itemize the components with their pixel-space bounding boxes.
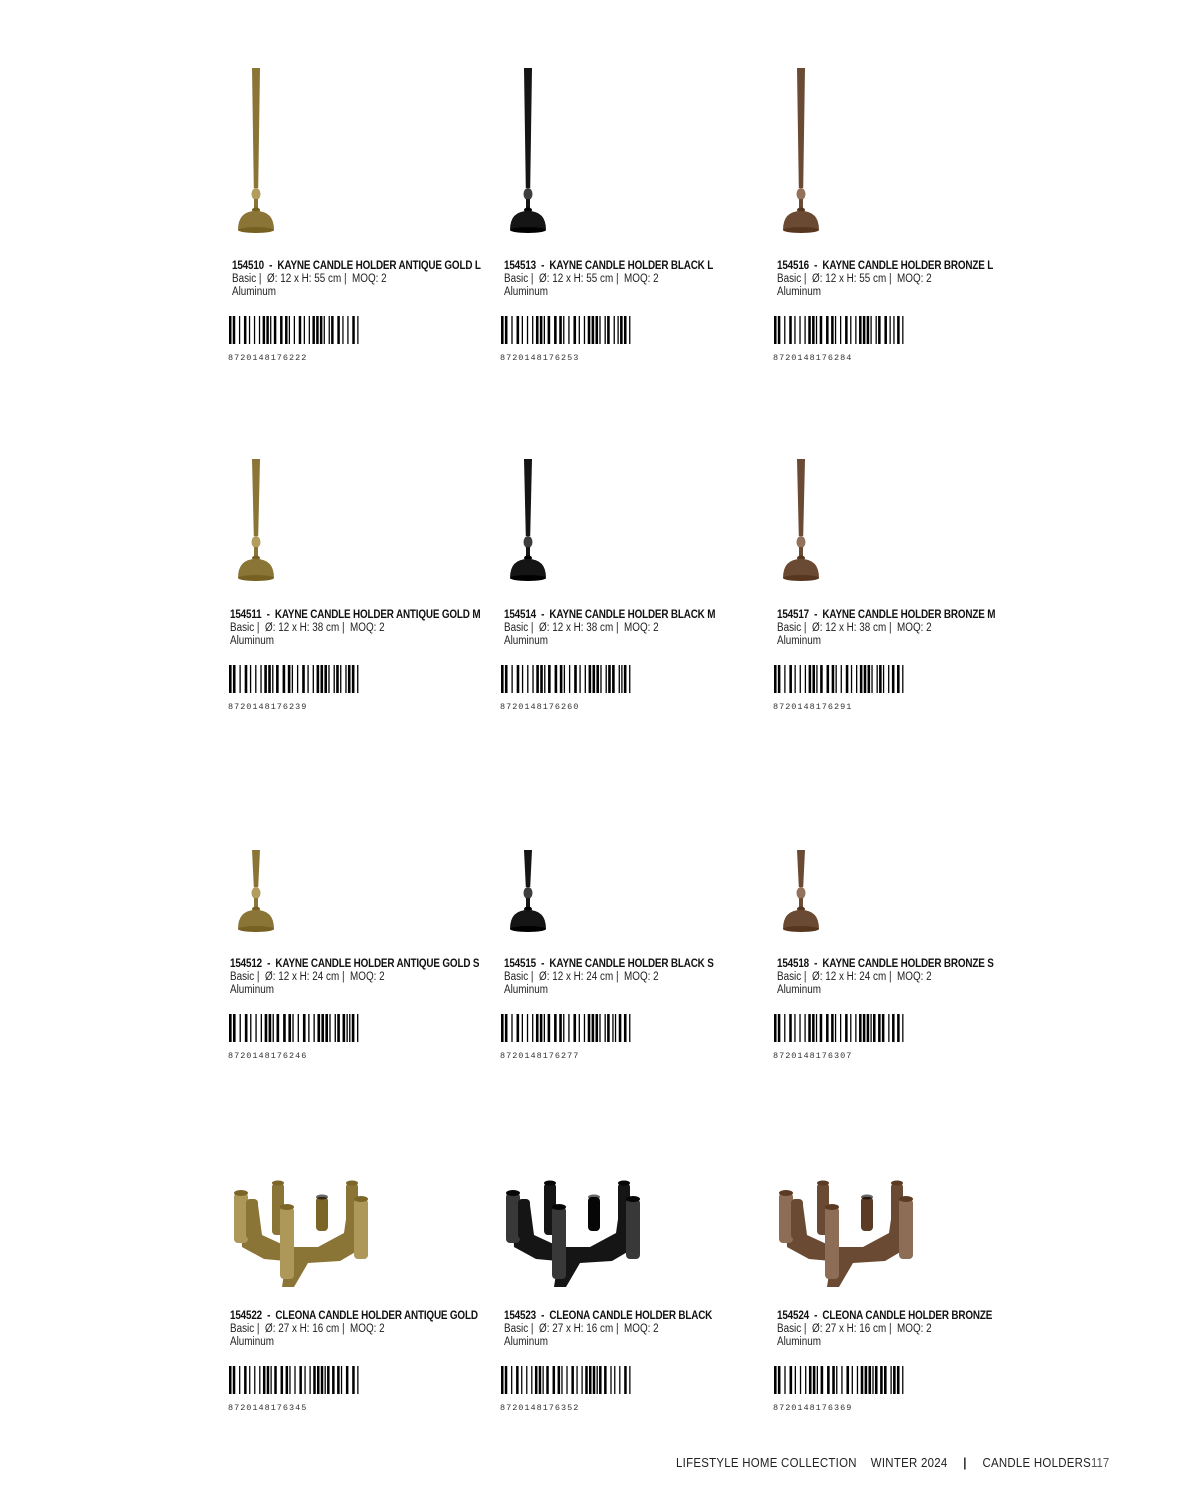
product-ean: 8720148176352 xyxy=(500,1403,580,1413)
footer-separator: | xyxy=(963,1455,967,1470)
product-ean: 8720148176277 xyxy=(500,1051,580,1061)
product-material: Aluminum xyxy=(504,635,548,647)
product-range: Basic xyxy=(504,1323,529,1335)
product-ean: 8720148176260 xyxy=(500,702,580,712)
spec-separator: | xyxy=(254,622,266,634)
product-material: Aluminum xyxy=(777,1336,821,1348)
product-material: Aluminum xyxy=(777,984,821,996)
product-dimensions: Ø: 12 x H: 24 cm xyxy=(265,971,340,983)
product-title xyxy=(504,260,713,272)
product-ean: 8720148176253 xyxy=(500,353,580,363)
product-specs xyxy=(504,1323,659,1335)
product-material: Aluminum xyxy=(230,635,274,647)
product-moq: MOQ: 2 xyxy=(624,273,659,285)
product-code: 154522 xyxy=(230,1310,262,1322)
product-barcode xyxy=(774,665,906,698)
product-dimensions: Ø: 12 x H: 55 cm xyxy=(267,273,342,285)
footer-category: CANDLE HOLDERS xyxy=(982,1455,1092,1470)
spec-separator: | xyxy=(613,273,625,285)
product-name: KAYNE CANDLE HOLDER ANTIQUE GOLD S xyxy=(275,958,480,970)
title-dash: - xyxy=(263,260,278,272)
spec-separator: | xyxy=(528,971,540,983)
title-dash: - xyxy=(808,609,823,621)
spec-separator: | xyxy=(339,622,351,634)
product-moq: MOQ: 2 xyxy=(624,1323,659,1335)
product-specs xyxy=(232,273,387,285)
product-photo xyxy=(503,455,663,630)
spec-separator: | xyxy=(886,622,898,634)
product-title xyxy=(777,609,995,621)
product-moq: MOQ: 2 xyxy=(350,622,385,634)
title-dash: - xyxy=(535,609,550,621)
product-specs xyxy=(230,971,385,983)
product-range: Basic xyxy=(230,1323,255,1335)
product-dimensions: Ø: 12 x H: 55 cm xyxy=(539,273,614,285)
product-barcode xyxy=(229,1014,361,1047)
product-title xyxy=(232,260,481,272)
product-barcode xyxy=(229,316,361,349)
product-material: Aluminum xyxy=(777,635,821,647)
product-photo xyxy=(231,455,391,630)
product-specs xyxy=(230,622,385,634)
product-title xyxy=(777,260,993,272)
product-ean: 8720148176246 xyxy=(228,1051,308,1061)
spec-separator: | xyxy=(801,971,813,983)
product-dimensions: Ø: 12 x H: 38 cm xyxy=(539,622,614,634)
spec-separator: | xyxy=(801,622,813,634)
product-title xyxy=(504,958,714,970)
product-range: Basic xyxy=(504,273,529,285)
product-moq: MOQ: 2 xyxy=(624,622,659,634)
spec-separator: | xyxy=(528,622,540,634)
product-range: Basic xyxy=(230,971,255,983)
title-dash: - xyxy=(808,1310,823,1322)
spec-separator: | xyxy=(886,1323,898,1335)
product-range: Basic xyxy=(232,273,257,285)
product-barcode xyxy=(501,665,633,698)
product-specs xyxy=(230,1323,385,1335)
product-range: Basic xyxy=(777,622,802,634)
product-moq: MOQ: 2 xyxy=(897,622,932,634)
product-ean: 8720148176369 xyxy=(773,1403,853,1413)
product-dimensions: Ø: 12 x H: 55 cm xyxy=(812,273,887,285)
product-name: CLEONA CANDLE HOLDER BLACK xyxy=(549,1310,713,1322)
product-name: KAYNE CANDLE HOLDER ANTIQUE GOLD M xyxy=(274,609,481,621)
spec-separator: | xyxy=(613,1323,625,1335)
product-moq: MOQ: 2 xyxy=(897,1323,932,1335)
product-dimensions: Ø: 12 x H: 24 cm xyxy=(812,971,887,983)
product-specs xyxy=(777,1323,932,1335)
product-code: 154523 xyxy=(504,1310,536,1322)
product-code: 154511 xyxy=(230,609,262,621)
product-name: KAYNE CANDLE HOLDER BRONZE M xyxy=(822,609,996,621)
footer-collection: LIFESTYLE HOME COLLECTION xyxy=(676,1455,857,1470)
product-range: Basic xyxy=(777,1323,802,1335)
product-name: KAYNE CANDLE HOLDER BRONZE S xyxy=(822,958,994,970)
product-dimensions: Ø: 27 x H: 16 cm xyxy=(265,1323,340,1335)
product-specs xyxy=(777,273,932,285)
spec-separator: | xyxy=(341,273,353,285)
title-dash: - xyxy=(261,609,275,621)
title-dash: - xyxy=(261,958,276,970)
product-name: KAYNE CANDLE HOLDER BRONZE L xyxy=(822,260,994,272)
title-dash: - xyxy=(535,958,550,970)
product-title xyxy=(230,958,479,970)
product-title xyxy=(504,1310,712,1322)
spec-separator: | xyxy=(886,273,898,285)
product-material: Aluminum xyxy=(504,286,548,298)
product-moq: MOQ: 2 xyxy=(897,971,932,983)
product-ean: 8720148176239 xyxy=(228,702,308,712)
product-material: Aluminum xyxy=(232,286,276,298)
product-range: Basic xyxy=(777,273,802,285)
product-moq: MOQ: 2 xyxy=(350,1323,385,1335)
page-number: 117 xyxy=(1091,1455,1110,1470)
product-barcode xyxy=(774,316,906,349)
product-dimensions: Ø: 12 x H: 24 cm xyxy=(539,971,614,983)
product-code: 154516 xyxy=(777,260,809,272)
product-code: 154513 xyxy=(504,260,536,272)
product-photo xyxy=(776,455,936,630)
title-dash: - xyxy=(535,260,550,272)
title-dash: - xyxy=(261,1310,276,1322)
product-code: 154515 xyxy=(504,958,536,970)
spec-separator: | xyxy=(339,1323,351,1335)
product-name: CLEONA CANDLE HOLDER ANTIQUE GOLD xyxy=(275,1310,478,1322)
product-barcode xyxy=(229,665,361,698)
spec-separator: | xyxy=(339,971,351,983)
product-material: Aluminum xyxy=(777,286,821,298)
spec-separator: | xyxy=(528,1323,540,1335)
product-photo xyxy=(503,64,663,239)
spec-separator: | xyxy=(801,1323,813,1335)
product-name: KAYNE CANDLE HOLDER BLACK M xyxy=(549,609,716,621)
product-specs xyxy=(504,273,659,285)
spec-separator: | xyxy=(886,971,898,983)
product-range: Basic xyxy=(777,971,802,983)
product-photo xyxy=(231,64,391,239)
product-range: Basic xyxy=(230,622,255,634)
product-title xyxy=(230,1310,478,1322)
product-code: 154517 xyxy=(777,609,809,621)
spec-separator: | xyxy=(801,273,813,285)
spec-separator: | xyxy=(613,971,625,983)
product-specs xyxy=(777,971,932,983)
product-ean: 8720148176284 xyxy=(773,353,853,363)
product-ean: 8720148176222 xyxy=(228,353,308,363)
product-ean: 8720148176345 xyxy=(228,1403,308,1413)
product-name: KAYNE CANDLE HOLDER BLACK S xyxy=(549,958,714,970)
product-material: Aluminum xyxy=(230,984,274,996)
product-dimensions: Ø: 12 x H: 38 cm xyxy=(265,622,340,634)
product-dimensions: Ø: 27 x H: 16 cm xyxy=(539,1323,614,1335)
spec-separator: | xyxy=(256,273,268,285)
title-dash: - xyxy=(808,958,823,970)
product-material: Aluminum xyxy=(230,1336,274,1348)
product-title xyxy=(230,609,480,621)
product-ean: 8720148176291 xyxy=(773,702,853,712)
product-code: 154524 xyxy=(777,1310,809,1322)
product-barcode xyxy=(774,1366,906,1399)
product-material: Aluminum xyxy=(504,1336,548,1348)
footer-season: WINTER 2024 xyxy=(870,1455,948,1470)
product-name: KAYNE CANDLE HOLDER ANTIQUE GOLD L xyxy=(277,260,481,272)
product-range: Basic xyxy=(504,971,529,983)
product-code: 154514 xyxy=(504,609,536,621)
product-material: Aluminum xyxy=(504,984,548,996)
product-specs xyxy=(504,971,659,983)
product-name: KAYNE CANDLE HOLDER BLACK L xyxy=(549,260,714,272)
product-title xyxy=(777,958,994,970)
product-barcode xyxy=(501,1366,633,1399)
product-ean: 8720148176307 xyxy=(773,1051,853,1061)
product-title xyxy=(777,1310,992,1322)
product-code: 154510 xyxy=(232,260,264,272)
product-barcode xyxy=(229,1366,361,1399)
spec-separator: | xyxy=(254,971,266,983)
product-dimensions: Ø: 12 x H: 38 cm xyxy=(812,622,887,634)
spec-separator: | xyxy=(613,622,625,634)
product-specs xyxy=(777,622,932,634)
product-name: CLEONA CANDLE HOLDER BRONZE xyxy=(822,1310,993,1322)
product-moq: MOQ: 2 xyxy=(350,971,385,983)
spec-separator: | xyxy=(528,273,540,285)
title-dash: - xyxy=(808,260,823,272)
product-moq: MOQ: 2 xyxy=(624,971,659,983)
product-range: Basic xyxy=(504,622,529,634)
product-moq: MOQ: 2 xyxy=(897,273,932,285)
spec-separator: | xyxy=(254,1323,266,1335)
product-title xyxy=(504,609,715,621)
product-code: 154512 xyxy=(230,958,262,970)
title-dash: - xyxy=(535,1310,550,1322)
product-code: 154518 xyxy=(777,958,809,970)
product-barcode xyxy=(501,316,633,349)
product-dimensions: Ø: 27 x H: 16 cm xyxy=(812,1323,887,1335)
product-moq: MOQ: 2 xyxy=(352,273,387,285)
product-photo xyxy=(776,64,936,239)
product-barcode xyxy=(774,1014,906,1047)
product-barcode xyxy=(501,1014,633,1047)
page-footer xyxy=(676,1455,1091,1470)
product-specs xyxy=(504,622,659,634)
